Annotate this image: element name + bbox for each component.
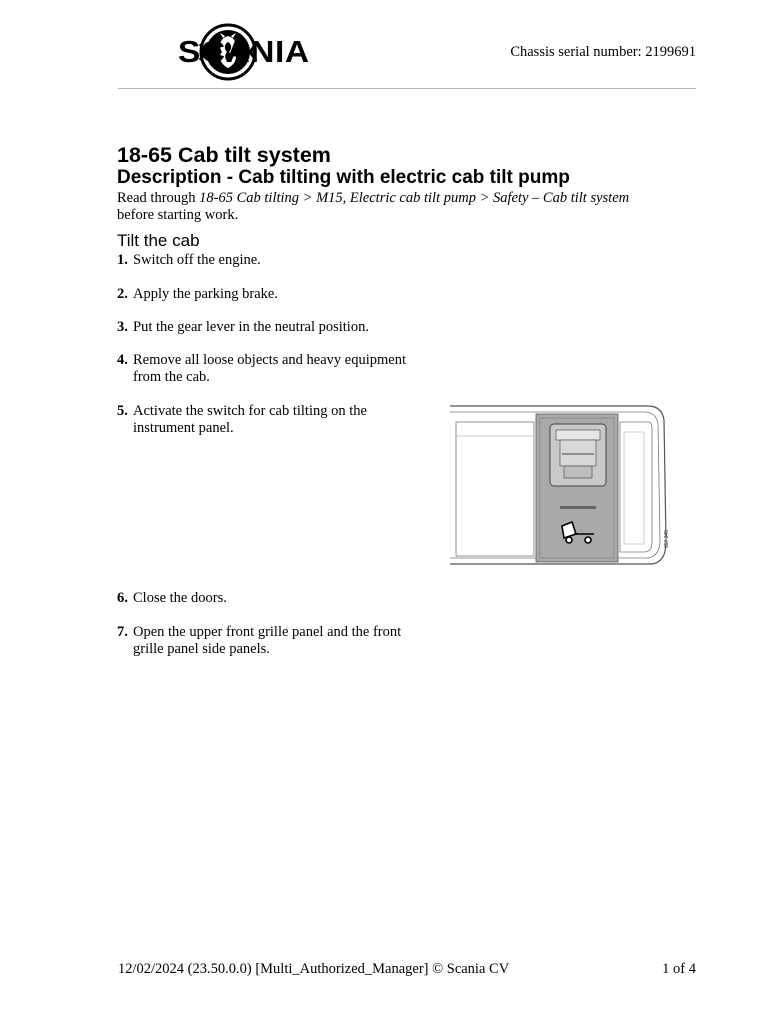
step-number: 1. <box>117 252 128 268</box>
intro-paragraph <box>117 190 687 224</box>
cab-tilt-switch-illustration <box>448 402 678 574</box>
step-item <box>117 319 447 336</box>
step-item <box>117 352 435 386</box>
section-heading: Tilt the cab <box>117 231 200 250</box>
intro-suffix: before starting work. <box>117 207 239 223</box>
intro-prefix: Read through <box>117 190 200 206</box>
step-number: 3. <box>117 319 128 335</box>
brand-wordmark: SCANIA <box>178 34 310 69</box>
document-subtitle: Description - Cab tilting with electric cab tilt pump <box>117 167 570 188</box>
page-header <box>118 22 696 88</box>
step-text: Activate the switch for cab tilting on the instrument panel. <box>133 403 367 436</box>
document-title: 18-65 Cab tilt system <box>117 143 331 167</box>
figure-code: 357 345 <box>664 529 670 548</box>
step-text: Apply the parking brake. <box>133 286 278 302</box>
chassis-serial-number: Chassis serial number: 2199691 <box>510 44 696 60</box>
step-item <box>117 286 447 303</box>
step-number: 5. <box>117 403 128 419</box>
step-item <box>117 624 435 658</box>
step-number: 4. <box>117 352 128 368</box>
step-number: 6. <box>117 590 128 606</box>
step-text: Open the upper front grille panel and the front grille panel side panels. <box>133 624 402 657</box>
page-number: 1 of 4 <box>662 961 696 977</box>
step-item <box>117 590 447 607</box>
step-number: 7. <box>117 624 128 640</box>
step-text: Close the doors. <box>133 590 227 606</box>
footer-info: 12/02/2024 (23.50.0.0) [Multi_Authorized_Manager] © Scania CV <box>118 961 510 977</box>
step-text: Remove all loose objects and heavy equipment from the cab. <box>133 352 407 385</box>
step-item <box>117 403 402 437</box>
step-text: Switch off the engine. <box>133 252 261 268</box>
step-item <box>117 252 447 269</box>
step-number: 2. <box>117 286 128 302</box>
step-text: Put the gear lever in the neutral position. <box>133 319 369 335</box>
intro-reference-link[interactable]: 18-65 Cab tilting > M15, Electric cab tilt pump > Safety – Cab tilt system <box>199 190 630 206</box>
header-divider <box>118 88 696 89</box>
